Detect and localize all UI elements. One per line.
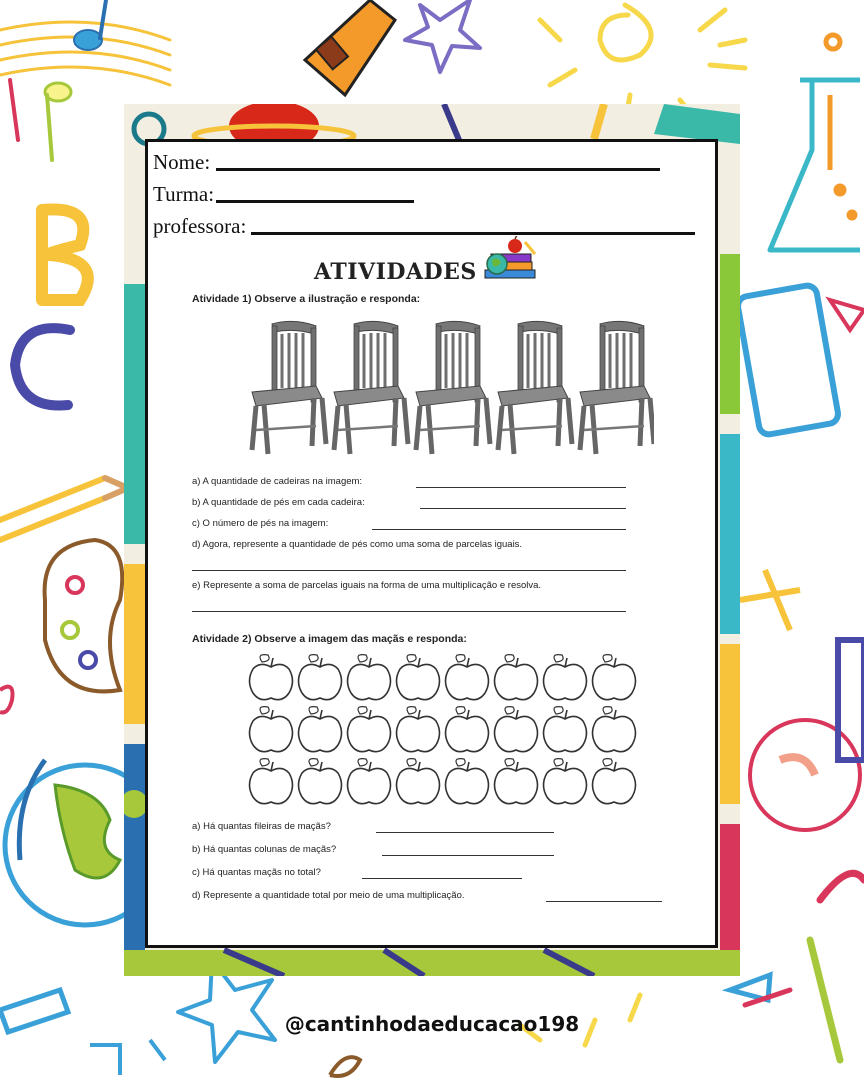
page-title: ATIVIDADES — [314, 259, 477, 285]
chair-icon — [334, 321, 408, 454]
tablet-icon — [736, 284, 839, 436]
activity-1-question-b: b) A quantidade de pés em cada cadeira: — [192, 497, 365, 508]
social-handle: @cantinhodaeducacao198 — [284, 1012, 580, 1036]
apple-icon — [495, 655, 538, 700]
apple-icon — [593, 759, 636, 804]
books-icon — [483, 236, 537, 282]
apple-icon — [593, 707, 636, 752]
apple-icon — [544, 655, 587, 700]
apple-icon — [348, 655, 391, 700]
apple-icon — [495, 707, 538, 752]
activity-2-question-a: a) Há quantas fileiras de maçãs? — [192, 821, 331, 832]
paint-icon — [0, 687, 13, 713]
apple-icon — [397, 707, 440, 752]
answer-line-2a[interactable] — [376, 832, 554, 833]
activity-1-question-c: c) O número de pés na imagem: — [192, 518, 329, 529]
apple-icon — [250, 707, 293, 752]
answer-line-1d[interactable] — [192, 570, 626, 571]
apple-icon — [446, 759, 489, 804]
name-label: Nome: — [153, 150, 211, 174]
answer-line-2c[interactable] — [362, 878, 522, 879]
answer-line-1a[interactable] — [416, 487, 626, 488]
answer-line-1c[interactable] — [372, 529, 626, 530]
apple-icon — [299, 707, 342, 752]
leaf-icon — [330, 1057, 360, 1076]
apples-illustration — [248, 653, 638, 807]
activity-1-question-a: a) A quantidade de cadeiras na imagem: — [192, 476, 363, 487]
bracket-icon — [90, 1040, 165, 1075]
apple-icon — [299, 759, 342, 804]
apple-icon — [544, 759, 587, 804]
worksheet — [145, 139, 718, 948]
chairs-illustration — [244, 318, 654, 460]
triangle-icon — [830, 300, 864, 330]
letter-c-icon — [15, 328, 70, 405]
flask-icon — [770, 35, 860, 250]
chair-icon — [498, 321, 572, 454]
apple-icon — [397, 759, 440, 804]
letter-b-icon — [42, 209, 88, 300]
clock-icon — [750, 720, 860, 830]
activity-2-question-d: d) Represente a quantidade total por meio de uma multiplicação. — [192, 890, 465, 901]
apple-icon — [250, 759, 293, 804]
apple-icon — [446, 707, 489, 752]
teacher-label: professora: — [153, 214, 247, 238]
chair-icon — [580, 321, 654, 454]
answer-line-1e[interactable] — [192, 611, 626, 612]
apple-icon — [299, 655, 342, 700]
activity-1-heading: Atividade 1) Observe a ilustração e responda: — [192, 293, 421, 305]
apple-icon — [348, 707, 391, 752]
class-label: Turma: — [153, 182, 215, 206]
name-field[interactable] — [216, 168, 660, 171]
activity-2-question-b: b) Há quantas colunas de maçãs? — [192, 844, 337, 855]
chair-icon — [416, 321, 490, 454]
apple-icon — [495, 759, 538, 804]
apple-icon — [544, 707, 587, 752]
answer-line-2b[interactable] — [382, 855, 554, 856]
class-field[interactable] — [216, 200, 414, 203]
pencil-icon — [0, 478, 128, 540]
ruler-right-icon — [740, 570, 864, 760]
apple-icon — [348, 759, 391, 804]
activity-1-question-d: d) Agora, represente a quantidade de pés como uma soma de parcelas iguais. — [192, 539, 523, 550]
chair-icon — [252, 321, 326, 454]
activity-2-heading: Atividade 2) Observe a imagem das maçãs e responda: — [192, 633, 467, 645]
palette-icon — [45, 540, 123, 691]
apple-icon — [397, 655, 440, 700]
activity-2-question-c: c) Há quantas maçãs no total? — [192, 867, 321, 878]
answer-line-1b[interactable] — [420, 508, 626, 509]
answer-line-2d[interactable] — [546, 901, 662, 902]
teacher-field[interactable] — [251, 232, 695, 235]
apple-icon — [446, 655, 489, 700]
apple-icon — [250, 655, 293, 700]
bell-icon — [305, 0, 395, 95]
activity-1-question-e: e) Represente a soma de parcelas iguais na forma de uma multiplicação e resolva. — [192, 580, 542, 591]
apple-icon — [593, 655, 636, 700]
